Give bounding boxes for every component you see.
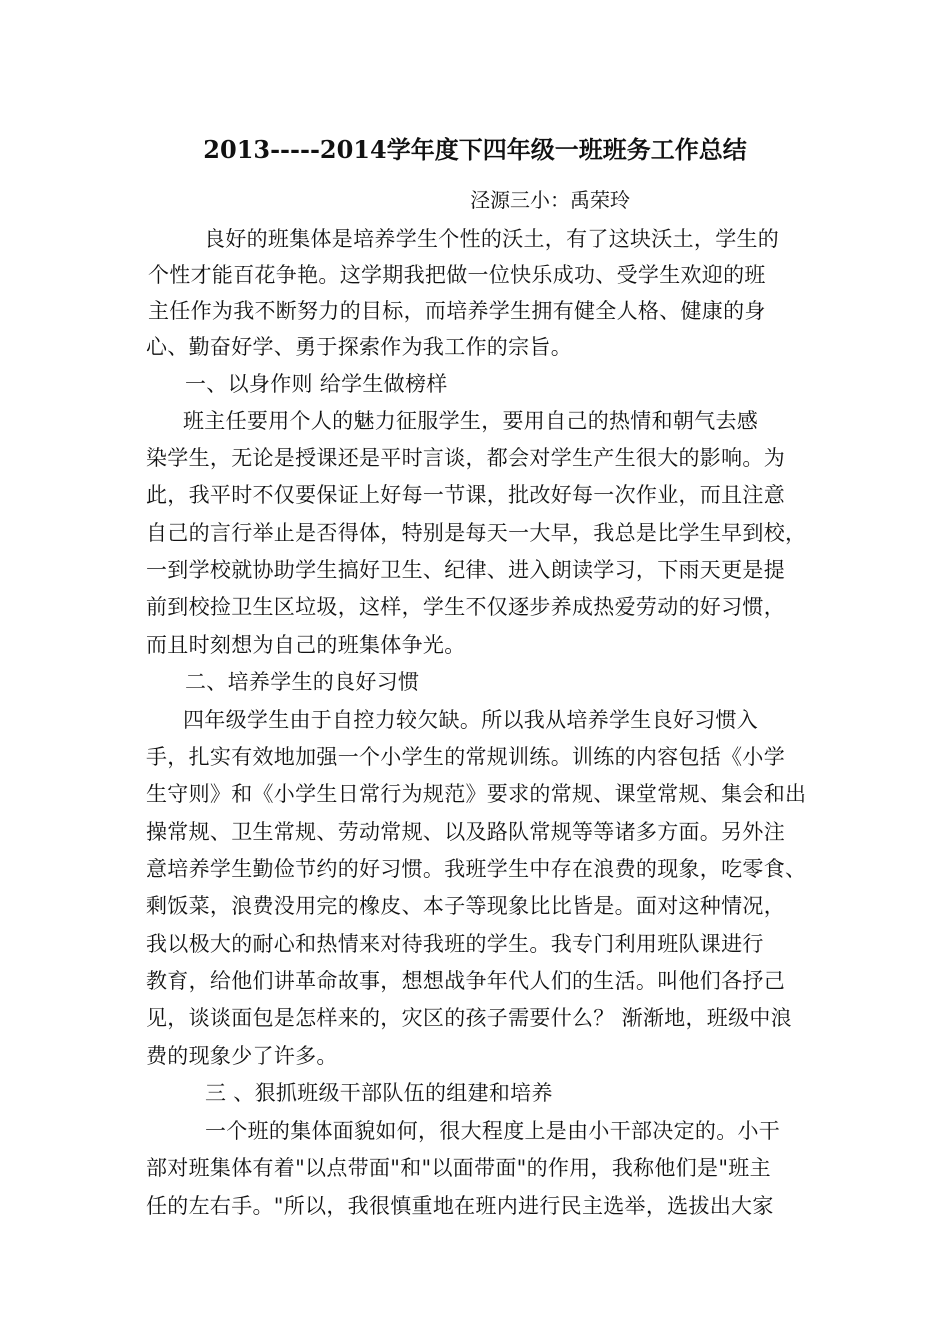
section-heading: 二、培养学生的良好习惯	[185, 670, 420, 694]
section-heading: 三 、狠抓班级干部队伍的组建和培养	[205, 1081, 553, 1105]
paragraph-line: 生守则》和《小学生日常行为规范》要求的常规、课堂常规、集会和出	[146, 782, 807, 806]
paragraph-line: 部对班集体有着"以点带面"和"以面带面"的作用，我称他们是"班主	[146, 1156, 771, 1180]
paragraph-line: 前到校捡卫生区垃圾，这样，学生不仅逐步养成热爱劳动的好习惯，	[146, 595, 785, 619]
paragraph-line: 此，我平时不仅要保证上好每一节课，批改好每一次作业，而且注意	[146, 483, 785, 507]
paragraph-line: 四年级学生由于自控力较欠缺。所以我从培养学生良好习惯入	[183, 708, 759, 732]
paragraph-line: 操常规、卫生常规、劳动常规、以及路队常规等等诸多方面。另外注	[146, 820, 785, 844]
paragraph-line: 班主任要用个人的魅力征服学生，要用自己的热情和朝气去感	[183, 409, 759, 433]
paragraph-line: 教育，给他们讲革命故事，想想战争年代人们的生活。叫他们各抒己	[146, 969, 785, 993]
section-heading: 一、以身作则 给学生做榜样	[185, 372, 448, 396]
paragraph-line: 良好的班集体是培养学生个性的沃土，有了这块沃土，学生的	[204, 227, 780, 251]
paragraph-line: 一到学校就协助学生搞好卫生、纪律、进入朗读学习，下雨天更是提	[146, 558, 785, 582]
paragraph-line: 染学生，无论是授课还是平时言谈，都会对学生产生很大的影响。为	[146, 446, 785, 470]
document-author: 泾源三小：禹荣玲	[470, 188, 630, 212]
paragraph-line: 意培养学生勤俭节约的好习惯。我班学生中存在浪费的现象，吃零食、	[146, 857, 807, 881]
paragraph-line: 剩饭菜，浪费没用完的橡皮、本子等现象比比皆是。面对这种情况，	[146, 894, 785, 918]
paragraph-line: 而且时刻想为自己的班集体争光。	[146, 633, 466, 657]
paragraph-line: 费的现象少了许多。	[146, 1044, 338, 1068]
paragraph-line: 个性才能百花争艳。这学期我把做一位快乐成功、受学生欢迎的班	[148, 263, 766, 287]
document-title: 2013-----2014学年度下四年级一班班务工作总结	[203, 135, 747, 164]
paragraph-line: 自己的言行举止是否得体，特别是每天一大早，我总是比学生早到校，	[146, 521, 807, 545]
paragraph-line: 任的左右手。"所以，我很慎重地在班内进行民主选举，选拔出大家	[146, 1194, 774, 1218]
paragraph-line: 心、勤奋好学、勇于探索作为我工作的宗旨。	[146, 335, 572, 359]
paragraph-line: 一个班的集体面貌如何，很大程度上是由小干部决定的。小干	[205, 1119, 781, 1143]
paragraph-line: 我以极大的耐心和热情来对待我班的学生。我专门利用班队课进行	[146, 932, 764, 956]
paragraph-line: 主任作为我不断努力的目标，而培养学生拥有健全人格、健康的身	[148, 299, 766, 323]
paragraph-line: 见，谈谈面包是怎样来的，灾区的孩子需要什么？ 渐渐地，班级中浪	[146, 1006, 792, 1030]
paragraph-line: 手，扎实有效地加强一个小学生的常规训练。训练的内容包括《小学	[146, 745, 785, 769]
